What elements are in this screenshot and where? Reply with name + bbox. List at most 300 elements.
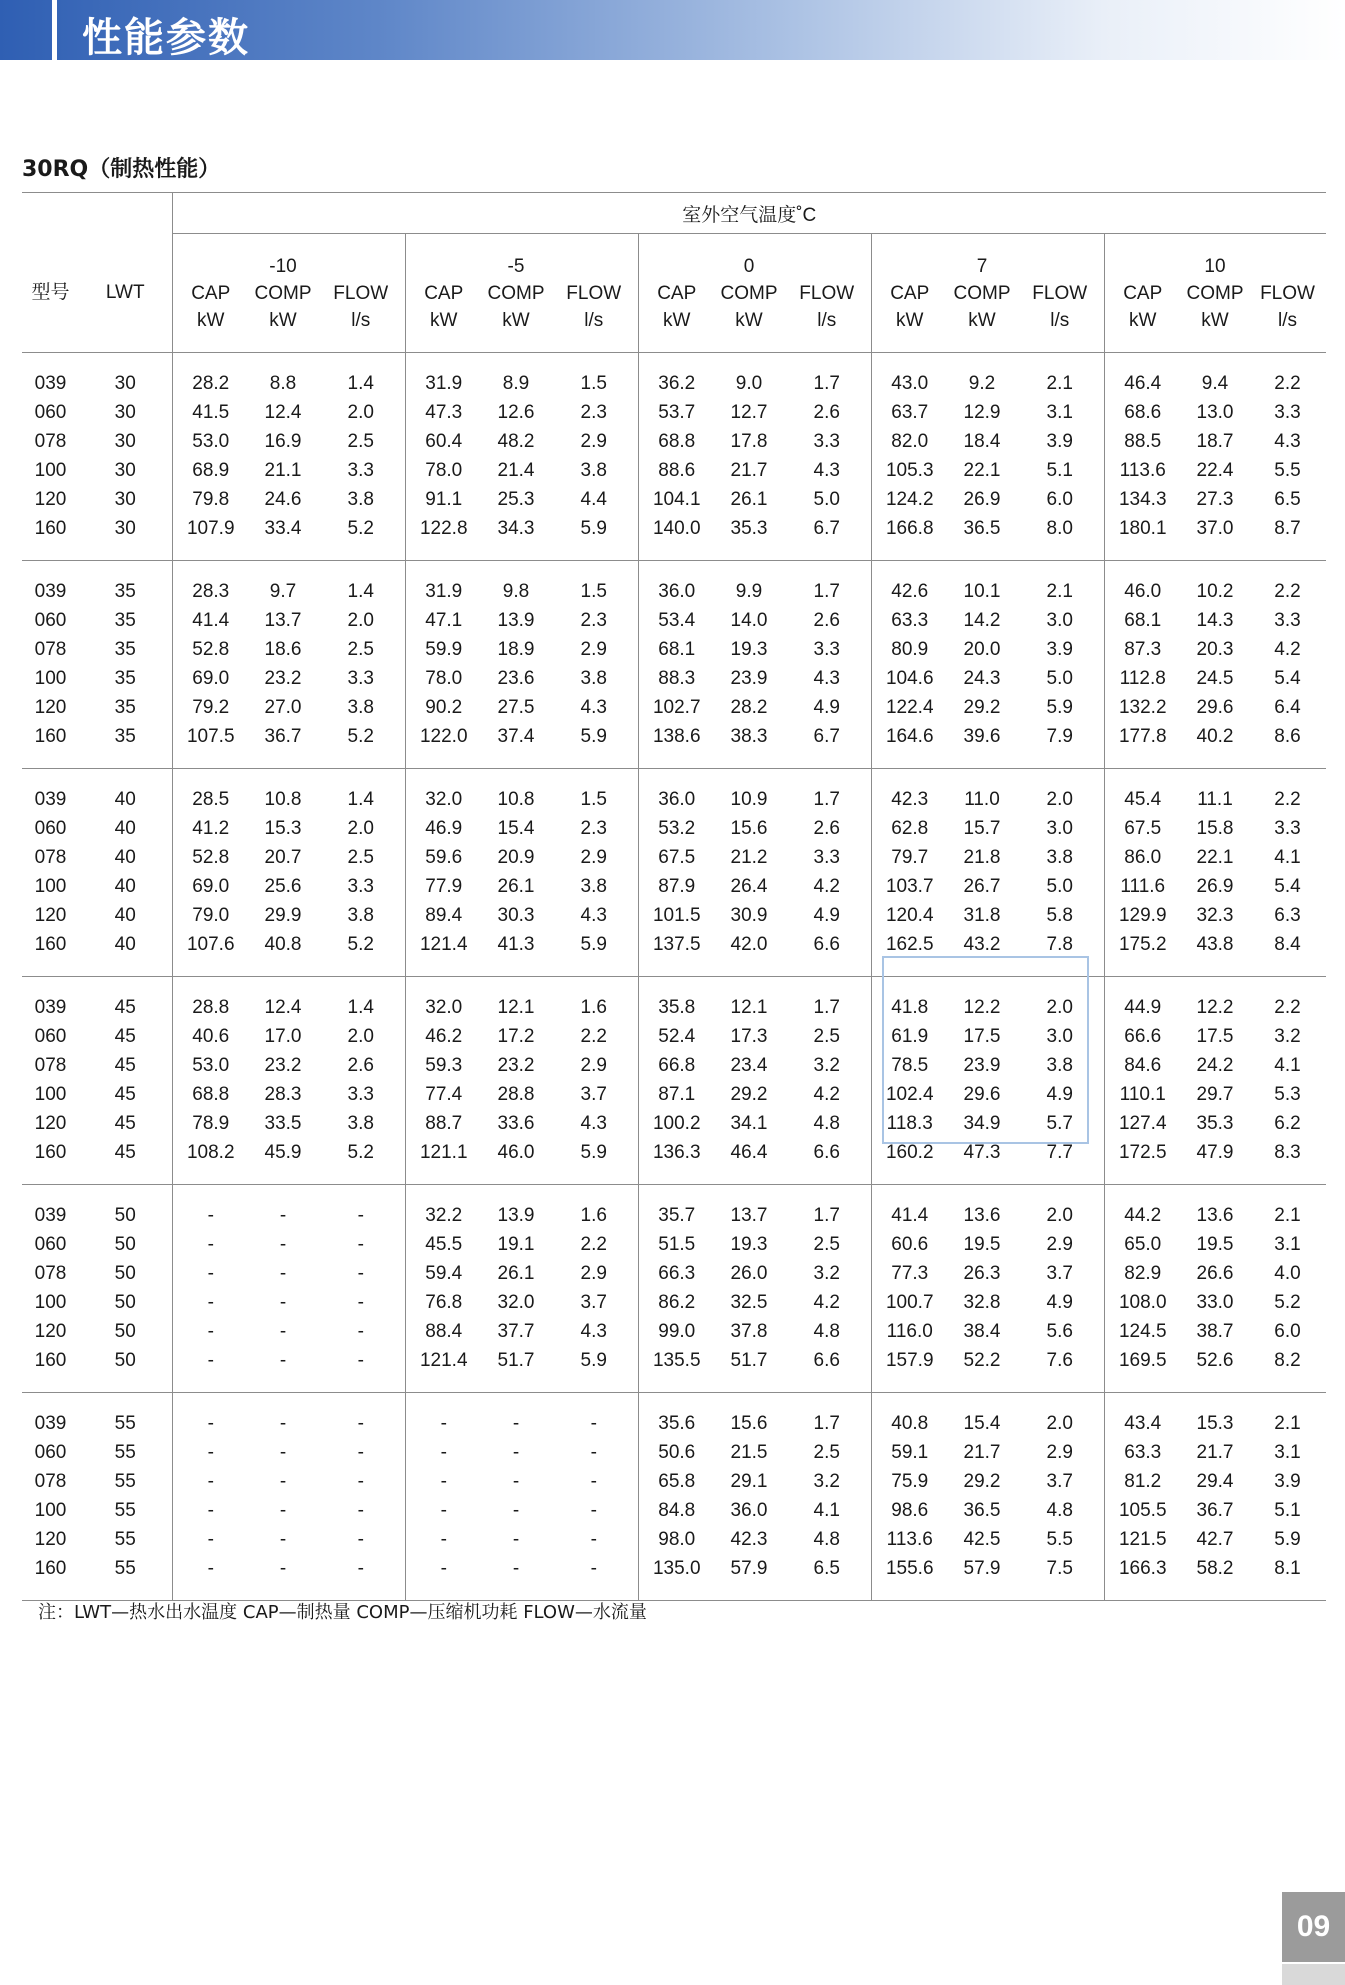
value-cell: 1.6 bbox=[580, 1204, 607, 1226]
model-cell: 078 bbox=[34, 638, 67, 660]
col-name: COMP bbox=[487, 282, 545, 304]
value-cell: 5.4 bbox=[1274, 875, 1301, 897]
value-cell: 35.3 bbox=[1196, 1112, 1234, 1134]
value-cell: 2.9 bbox=[580, 430, 607, 452]
lwt-cell: 35 bbox=[114, 580, 136, 602]
value-cell: 17.2 bbox=[497, 1025, 535, 1047]
value-cell: 26.4 bbox=[730, 875, 768, 897]
value-cell: 2.2 bbox=[580, 1233, 607, 1255]
value-cell: 32.0 bbox=[405, 785, 482, 814]
model-cell: 160 bbox=[34, 1141, 67, 1163]
value-cell: 3.1 bbox=[1274, 1233, 1301, 1255]
col-unit: kW bbox=[430, 309, 458, 331]
value-cell: 4.3 bbox=[813, 459, 840, 481]
value-cell: 82.0 bbox=[871, 427, 948, 456]
value-cell: 68.8 bbox=[638, 427, 715, 456]
value-cell: 59.6 bbox=[405, 843, 482, 872]
value-cell: 41.5 bbox=[172, 398, 249, 427]
value-cell: 8.7 bbox=[1274, 517, 1301, 539]
value-cell: 112.8 bbox=[1104, 664, 1181, 693]
value-cell: 12.2 bbox=[963, 996, 1001, 1018]
banner-accent-bar bbox=[52, 0, 57, 60]
value-cell: 113.6 bbox=[871, 1525, 948, 1554]
value-cell: 6.0 bbox=[1274, 1320, 1301, 1342]
value-cell: 86.2 bbox=[638, 1288, 715, 1317]
value-cell: 121.1 bbox=[405, 1138, 482, 1167]
value-cell: 88.6 bbox=[638, 456, 715, 485]
lwt-cell: 30 bbox=[114, 430, 136, 452]
value-cell: 2.2 bbox=[1274, 580, 1301, 602]
value-cell: 3.8 bbox=[347, 1112, 374, 1134]
col-unit: kW bbox=[269, 309, 297, 331]
value-cell: 164.6 bbox=[871, 722, 948, 751]
value-cell: 2.0 bbox=[347, 401, 374, 423]
value-cell: 35.6 bbox=[638, 1409, 715, 1438]
value-cell: 17.5 bbox=[1196, 1025, 1234, 1047]
value-cell: 42.3 bbox=[871, 785, 948, 814]
value-cell: 46.4 bbox=[1104, 369, 1181, 398]
value-cell: - bbox=[279, 1441, 287, 1463]
value-cell: 53.2 bbox=[638, 814, 715, 843]
lwt-cell: 45 bbox=[114, 1112, 136, 1134]
value-cell: 57.9 bbox=[730, 1557, 768, 1579]
value-cell: 68.8 bbox=[172, 1080, 249, 1109]
value-cell: 104.1 bbox=[638, 485, 715, 514]
model-cell: 160 bbox=[34, 1557, 67, 1579]
table-row bbox=[22, 1109, 1326, 1138]
value-cell: 41.4 bbox=[172, 606, 249, 635]
value-cell: - bbox=[590, 1470, 597, 1492]
value-cell: 26.6 bbox=[1196, 1262, 1234, 1284]
value-cell: - bbox=[512, 1499, 520, 1521]
value-cell: 82.9 bbox=[1104, 1259, 1181, 1288]
value-cell: 29.9 bbox=[264, 904, 302, 926]
value-cell: 43.2 bbox=[963, 933, 1001, 955]
value-cell: 17.0 bbox=[264, 1025, 302, 1047]
value-cell: - bbox=[512, 1528, 520, 1550]
value-cell: 88.3 bbox=[638, 664, 715, 693]
value-cell: 37.7 bbox=[497, 1320, 535, 1342]
value-cell: 2.6 bbox=[813, 609, 840, 631]
value-cell: 2.5 bbox=[813, 1441, 840, 1463]
table-row bbox=[22, 1317, 1326, 1346]
value-cell: - bbox=[279, 1412, 287, 1434]
value-cell: 5.1 bbox=[1274, 1499, 1301, 1521]
value-cell: 2.3 bbox=[580, 401, 607, 423]
value-cell: 10.2 bbox=[1196, 580, 1234, 602]
value-cell: 59.9 bbox=[405, 635, 482, 664]
table-row bbox=[22, 993, 1326, 1022]
value-cell: 48.2 bbox=[497, 430, 535, 452]
value-cell: 102.4 bbox=[871, 1080, 948, 1109]
group-spacer bbox=[22, 1393, 1326, 1410]
value-cell: 107.9 bbox=[172, 514, 249, 543]
value-cell: 3.9 bbox=[1274, 1470, 1301, 1492]
value-cell: 33.5 bbox=[264, 1112, 302, 1134]
lwt-header: LWT bbox=[79, 234, 172, 353]
value-cell: - bbox=[357, 1204, 364, 1226]
value-cell: 135.5 bbox=[638, 1346, 715, 1375]
value-cell: 35.8 bbox=[638, 993, 715, 1022]
table-row bbox=[22, 577, 1326, 606]
value-cell: 1.7 bbox=[813, 788, 840, 810]
value-cell: 2.2 bbox=[1274, 996, 1301, 1018]
value-cell: 77.9 bbox=[405, 872, 482, 901]
value-cell: 5.3 bbox=[1274, 1083, 1301, 1105]
value-cell: 29.6 bbox=[1196, 696, 1234, 718]
value-cell: - bbox=[279, 1499, 287, 1521]
value-cell: 29.2 bbox=[730, 1083, 768, 1105]
value-cell: 8.8 bbox=[269, 372, 297, 394]
value-cell: 38.3 bbox=[730, 725, 768, 747]
value-cell: 68.6 bbox=[1104, 398, 1181, 427]
lwt-cell: 35 bbox=[114, 696, 136, 718]
value-cell: 47.9 bbox=[1196, 1141, 1234, 1163]
value-cell: 3.8 bbox=[347, 488, 374, 510]
value-cell: 26.0 bbox=[730, 1262, 768, 1284]
temp-value: -5 bbox=[507, 255, 525, 277]
value-cell: - bbox=[279, 1262, 287, 1284]
value-cell: 105.3 bbox=[871, 456, 948, 485]
value-cell: 120.4 bbox=[871, 901, 948, 930]
value-cell: 4.1 bbox=[1274, 1054, 1301, 1076]
lwt-cell: 40 bbox=[114, 904, 136, 926]
value-cell: 172.5 bbox=[1104, 1138, 1181, 1167]
value-cell: 3.3 bbox=[1274, 609, 1301, 631]
table-row bbox=[22, 1259, 1326, 1288]
value-cell: 3.7 bbox=[580, 1083, 607, 1105]
value-cell: 121.5 bbox=[1104, 1525, 1181, 1554]
value-cell: 8.2 bbox=[1274, 1349, 1301, 1371]
value-cell: 5.5 bbox=[1274, 459, 1301, 481]
value-cell: - bbox=[357, 1412, 364, 1434]
value-cell: 33.6 bbox=[497, 1112, 535, 1134]
value-cell: 2.5 bbox=[347, 430, 374, 452]
value-cell: 9.7 bbox=[269, 580, 297, 602]
lwt-cell: 40 bbox=[114, 817, 136, 839]
value-cell: - bbox=[357, 1291, 364, 1313]
value-cell: 15.4 bbox=[963, 1412, 1001, 1434]
value-cell: 2.0 bbox=[1046, 1204, 1073, 1226]
model-cell: 078 bbox=[34, 430, 67, 452]
value-cell: 2.2 bbox=[1274, 372, 1301, 394]
value-cell: 26.1 bbox=[497, 875, 535, 897]
table-row bbox=[22, 1525, 1326, 1554]
value-cell: 18.7 bbox=[1196, 430, 1234, 452]
value-cell: - bbox=[357, 1349, 364, 1371]
value-cell: 155.6 bbox=[871, 1554, 948, 1583]
col-header--10-comp bbox=[249, 234, 317, 353]
value-cell: 7.9 bbox=[1046, 725, 1073, 747]
value-cell: 5.0 bbox=[813, 488, 840, 510]
value-cell: 1.4 bbox=[347, 580, 374, 602]
value-cell: 28.2 bbox=[172, 369, 249, 398]
col-name: CAP bbox=[424, 282, 464, 304]
value-cell: 19.5 bbox=[1196, 1233, 1234, 1255]
value-cell: 38.4 bbox=[963, 1320, 1001, 1342]
value-cell: 1.4 bbox=[347, 372, 374, 394]
value-cell: 4.2 bbox=[813, 1291, 840, 1313]
model-cell: 039 bbox=[34, 788, 67, 810]
value-cell: 105.5 bbox=[1104, 1496, 1181, 1525]
value-cell: 67.5 bbox=[1104, 814, 1181, 843]
table-row bbox=[22, 427, 1326, 456]
value-cell: 36.5 bbox=[963, 517, 1001, 539]
table-row bbox=[22, 456, 1326, 485]
value-cell: 21.7 bbox=[730, 459, 768, 481]
value-cell: 3.3 bbox=[813, 846, 840, 868]
value-cell: 2.9 bbox=[1046, 1233, 1073, 1255]
value-cell: 6.5 bbox=[1274, 488, 1301, 510]
lwt-cell: 30 bbox=[114, 459, 136, 481]
value-cell: 3.8 bbox=[1046, 846, 1073, 868]
value-cell: 84.6 bbox=[1104, 1051, 1181, 1080]
col-name: FLOW bbox=[1260, 282, 1315, 304]
value-cell: 17.3 bbox=[730, 1025, 768, 1047]
lwt-cell: 55 bbox=[114, 1441, 136, 1463]
value-cell: - bbox=[279, 1204, 287, 1226]
value-cell: 108.0 bbox=[1104, 1288, 1181, 1317]
value-cell: 17.5 bbox=[963, 1025, 1001, 1047]
value-cell: 19.3 bbox=[730, 1233, 768, 1255]
lwt-cell: 45 bbox=[114, 996, 136, 1018]
value-cell: 21.4 bbox=[497, 459, 535, 481]
lwt-cell: 55 bbox=[114, 1470, 136, 1492]
value-cell: 4.9 bbox=[1046, 1083, 1073, 1105]
value-cell: 28.3 bbox=[172, 577, 249, 606]
value-cell: 12.2 bbox=[1196, 996, 1234, 1018]
value-cell: - bbox=[172, 1201, 249, 1230]
value-cell: 14.2 bbox=[963, 609, 1001, 631]
col-header-10-flow bbox=[1249, 234, 1326, 353]
temp-value: 10 bbox=[1204, 255, 1226, 277]
value-cell: 5.4 bbox=[1274, 667, 1301, 689]
header-banner bbox=[0, 0, 1345, 60]
value-cell: 3.0 bbox=[1046, 609, 1073, 631]
table-row bbox=[22, 843, 1326, 872]
highlight-box bbox=[882, 956, 1089, 1144]
lwt-cell: 50 bbox=[114, 1291, 136, 1313]
value-cell: 79.0 bbox=[172, 901, 249, 930]
model-cell: 100 bbox=[34, 667, 67, 689]
value-cell: 37.0 bbox=[1196, 517, 1234, 539]
value-cell: 102.7 bbox=[638, 693, 715, 722]
value-cell: 8.9 bbox=[502, 372, 530, 394]
value-cell: 91.1 bbox=[405, 485, 482, 514]
value-cell: 5.6 bbox=[1046, 1320, 1073, 1342]
value-cell: 4.2 bbox=[1274, 638, 1301, 660]
value-cell: 162.5 bbox=[871, 930, 948, 959]
group-spacer bbox=[22, 1185, 1326, 1202]
value-cell: 13.6 bbox=[963, 1204, 1001, 1226]
value-cell: 8.1 bbox=[1274, 1557, 1301, 1579]
value-cell: 6.5 bbox=[813, 1557, 840, 1579]
lwt-cell: 45 bbox=[114, 1083, 136, 1105]
value-cell: 50.6 bbox=[638, 1438, 715, 1467]
lwt-cell: 30 bbox=[114, 372, 136, 394]
value-cell: 88.5 bbox=[1104, 427, 1181, 456]
value-cell: 46.0 bbox=[1104, 577, 1181, 606]
value-cell: 3.0 bbox=[1046, 817, 1073, 839]
value-cell: 124.2 bbox=[871, 485, 948, 514]
value-cell: 8.0 bbox=[1046, 517, 1073, 539]
group-spacer bbox=[22, 1375, 1326, 1393]
value-cell: 2.6 bbox=[813, 817, 840, 839]
value-cell: 3.1 bbox=[1046, 401, 1073, 423]
value-cell: 3.8 bbox=[347, 904, 374, 926]
value-cell: 5.9 bbox=[1274, 1528, 1301, 1550]
value-cell: - bbox=[357, 1528, 364, 1550]
value-cell: 42.5 bbox=[963, 1528, 1001, 1550]
value-cell: 22.1 bbox=[1196, 846, 1234, 868]
value-cell: 60.4 bbox=[405, 427, 482, 456]
lwt-cell: 50 bbox=[114, 1320, 136, 1342]
col-header--5-cap bbox=[405, 234, 482, 353]
lwt-cell: 55 bbox=[114, 1557, 136, 1579]
value-cell: 79.7 bbox=[871, 843, 948, 872]
value-cell: - bbox=[405, 1525, 482, 1554]
value-cell: 28.2 bbox=[730, 696, 768, 718]
value-cell: 78.5 bbox=[871, 1051, 948, 1080]
value-cell: 23.9 bbox=[730, 667, 768, 689]
model-cell: 060 bbox=[34, 817, 67, 839]
col-name: CAP bbox=[191, 282, 231, 304]
value-cell: 8.3 bbox=[1274, 1141, 1301, 1163]
value-cell: 1.7 bbox=[813, 996, 840, 1018]
value-cell: 26.9 bbox=[1196, 875, 1234, 897]
table-row bbox=[22, 1467, 1326, 1496]
value-cell: 65.8 bbox=[638, 1467, 715, 1496]
value-cell: 3.3 bbox=[347, 459, 374, 481]
value-cell: 2.2 bbox=[580, 1025, 607, 1047]
table-row bbox=[22, 369, 1326, 398]
value-cell: 3.8 bbox=[580, 875, 607, 897]
model-cell: 039 bbox=[34, 1412, 67, 1434]
table-row bbox=[22, 1201, 1326, 1230]
footnote: 注：LWT—热水出水温度 CAP—制热量 COMP—压缩机功耗 FLOW—水流量 bbox=[38, 1602, 647, 1623]
value-cell: 28.8 bbox=[497, 1083, 535, 1105]
value-cell: 2.9 bbox=[580, 1054, 607, 1076]
value-cell: - bbox=[405, 1438, 482, 1467]
value-cell: 78.9 bbox=[172, 1109, 249, 1138]
value-cell: 15.3 bbox=[264, 817, 302, 839]
group-spacer bbox=[22, 561, 1326, 578]
group-spacer bbox=[22, 977, 1326, 994]
value-cell: 13.9 bbox=[497, 609, 535, 631]
value-cell: 36.2 bbox=[638, 369, 715, 398]
value-cell: 2.0 bbox=[1046, 788, 1073, 810]
value-cell: 89.4 bbox=[405, 901, 482, 930]
value-cell: 22.4 bbox=[1196, 459, 1234, 481]
value-cell: 45.4 bbox=[1104, 785, 1181, 814]
model-cell: 039 bbox=[34, 996, 67, 1018]
value-cell: 36.0 bbox=[730, 1499, 768, 1521]
value-cell: 29.2 bbox=[963, 1470, 1001, 1492]
value-cell: 20.0 bbox=[963, 638, 1001, 660]
value-cell: 63.3 bbox=[871, 606, 948, 635]
value-cell: 5.5 bbox=[1046, 1528, 1073, 1550]
value-cell: 87.9 bbox=[638, 872, 715, 901]
model-cell: 060 bbox=[34, 401, 67, 423]
table-row bbox=[22, 722, 1326, 751]
value-cell: 132.2 bbox=[1104, 693, 1181, 722]
value-cell: 42.3 bbox=[730, 1528, 768, 1550]
col-header-0-cap bbox=[638, 234, 715, 353]
value-cell: 2.6 bbox=[347, 1054, 374, 1076]
value-cell: 2.3 bbox=[580, 817, 607, 839]
value-cell: 12.1 bbox=[730, 996, 768, 1018]
value-cell: 15.4 bbox=[497, 817, 535, 839]
table-row bbox=[22, 1409, 1326, 1438]
value-cell: 137.5 bbox=[638, 930, 715, 959]
value-cell: 68.9 bbox=[172, 456, 249, 485]
value-cell: 1.6 bbox=[580, 996, 607, 1018]
value-cell: 60.6 bbox=[871, 1230, 948, 1259]
value-cell: 51.7 bbox=[730, 1349, 768, 1371]
value-cell: 63.7 bbox=[871, 398, 948, 427]
value-cell: 3.3 bbox=[347, 667, 374, 689]
value-cell: 4.9 bbox=[813, 904, 840, 926]
model-cell: 160 bbox=[34, 933, 67, 955]
value-cell: 36.7 bbox=[1196, 1499, 1234, 1521]
value-cell: 69.0 bbox=[172, 664, 249, 693]
table-row bbox=[22, 514, 1326, 543]
value-cell: 2.9 bbox=[1046, 1441, 1073, 1463]
value-cell: - bbox=[512, 1470, 520, 1492]
value-cell: 25.3 bbox=[497, 488, 535, 510]
lwt-cell: 40 bbox=[114, 788, 136, 810]
value-cell: 3.0 bbox=[1046, 1025, 1073, 1047]
value-cell: 32.0 bbox=[405, 993, 482, 1022]
model-cell: 100 bbox=[34, 459, 67, 481]
value-cell: 31.9 bbox=[405, 577, 482, 606]
value-cell: 9.4 bbox=[1201, 372, 1229, 394]
value-cell: 3.2 bbox=[813, 1470, 840, 1492]
model-cell: 060 bbox=[34, 1233, 67, 1255]
page-number: 09 bbox=[1282, 1892, 1345, 1962]
temp-value: -10 bbox=[269, 255, 297, 277]
value-cell: 57.9 bbox=[963, 1557, 1001, 1579]
value-cell: 27.3 bbox=[1196, 488, 1234, 510]
value-cell: 169.5 bbox=[1104, 1346, 1181, 1375]
value-cell: 3.7 bbox=[1046, 1262, 1073, 1284]
value-cell: 166.8 bbox=[871, 514, 948, 543]
value-cell: 15.8 bbox=[1196, 817, 1234, 839]
value-cell: 80.9 bbox=[871, 635, 948, 664]
value-cell: 4.9 bbox=[1046, 1291, 1073, 1313]
value-cell: 12.4 bbox=[264, 401, 302, 423]
model-cell: 060 bbox=[34, 1025, 67, 1047]
value-cell: 79.8 bbox=[172, 485, 249, 514]
value-cell: 16.9 bbox=[264, 430, 302, 452]
value-cell: 18.9 bbox=[497, 638, 535, 660]
group-spacer bbox=[22, 751, 1326, 769]
value-cell: 3.2 bbox=[813, 1054, 840, 1076]
value-cell: - bbox=[357, 1320, 364, 1342]
col-name: COMP bbox=[720, 282, 778, 304]
value-cell: 46.4 bbox=[730, 1141, 768, 1163]
value-cell: 20.9 bbox=[497, 846, 535, 868]
value-cell: 13.0 bbox=[1196, 401, 1234, 423]
col-header-7-comp bbox=[948, 234, 1016, 353]
value-cell: 23.6 bbox=[497, 667, 535, 689]
value-cell: 3.8 bbox=[580, 459, 607, 481]
value-cell: 7.7 bbox=[1046, 1141, 1073, 1163]
value-cell: 15.3 bbox=[1196, 1412, 1234, 1434]
value-cell: 32.3 bbox=[1196, 904, 1234, 926]
value-cell: 3.8 bbox=[347, 696, 374, 718]
value-cell: 134.3 bbox=[1104, 485, 1181, 514]
